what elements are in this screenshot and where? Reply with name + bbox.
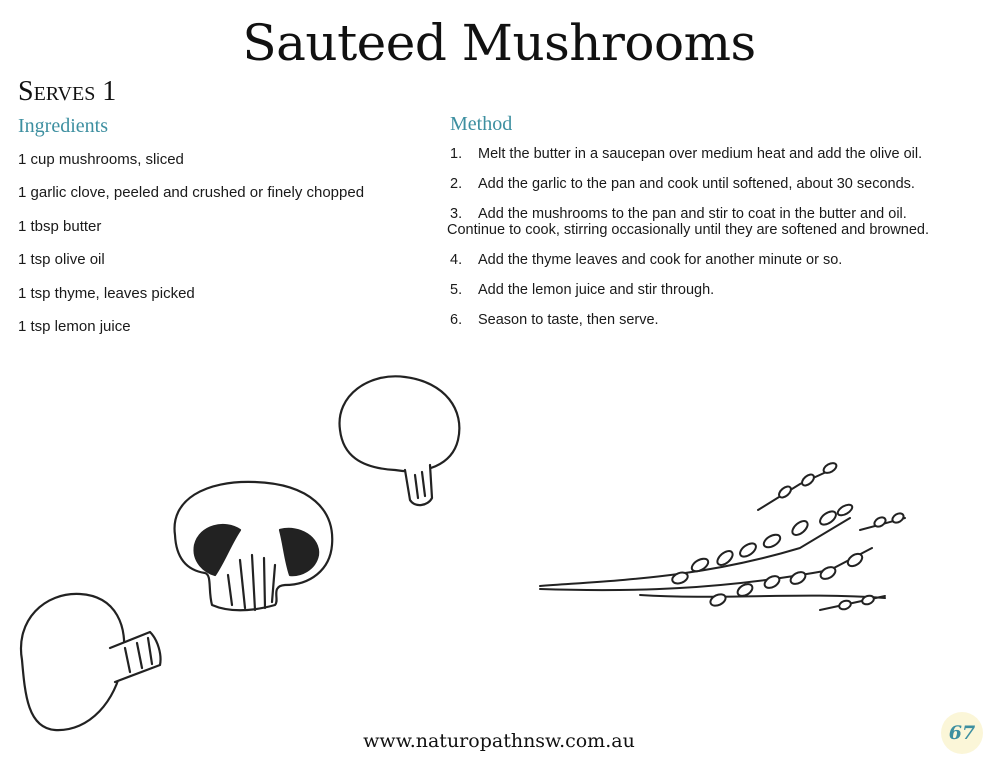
step-number: 1. [450,146,463,162]
step-text: Add the mushrooms to the pan and stir to coat in the butter and oil. [478,206,907,222]
serves-label: Serves 1 [18,76,117,107]
step-text: Melt the butter in a saucepan over medium heat and add the olive oil. [478,146,923,162]
page-number-badge: 67 [941,712,983,754]
ingredient-item: 1 tsp olive oil [18,251,105,269]
thyme-illustration [540,461,905,611]
method-heading: Method [450,113,513,135]
step-number: 2. [450,176,463,192]
website-url: www.naturopathnsw.com.au [363,730,635,752]
ingredient-item: 1 tsp thyme, leaves picked [18,284,195,302]
step-text: Season to taste, then serve. [478,312,659,328]
step-number: 4. [450,252,463,268]
ingredients-heading: Ingredients [18,115,108,137]
step-text: Add the garlic to the pan and cook until softened, about 30 seconds. [478,176,915,192]
step-text-continued: Continue to cook, stirring occasionally until they are softened and browned. [447,222,930,238]
step-number: 3. [450,206,463,222]
step-number: 5. [450,282,463,298]
step-text: Add the lemon juice and stir through. [478,282,715,298]
step-text: Add the thyme leaves and cook for another minute or so. [478,252,843,268]
ingredient-item: 1 garlic clove, peeled and crushed or finely chopped [18,184,365,202]
ingredient-item: 1 cup mushrooms, sliced [18,151,184,168]
step-number: 6. [450,312,463,328]
page-title: Sauteed Mushrooms [242,14,756,72]
ingredient-item: 1 tsp lemon juice [18,317,131,335]
mushroom-illustration [21,376,459,730]
ingredient-item: 1 tbsp butter [18,217,102,235]
